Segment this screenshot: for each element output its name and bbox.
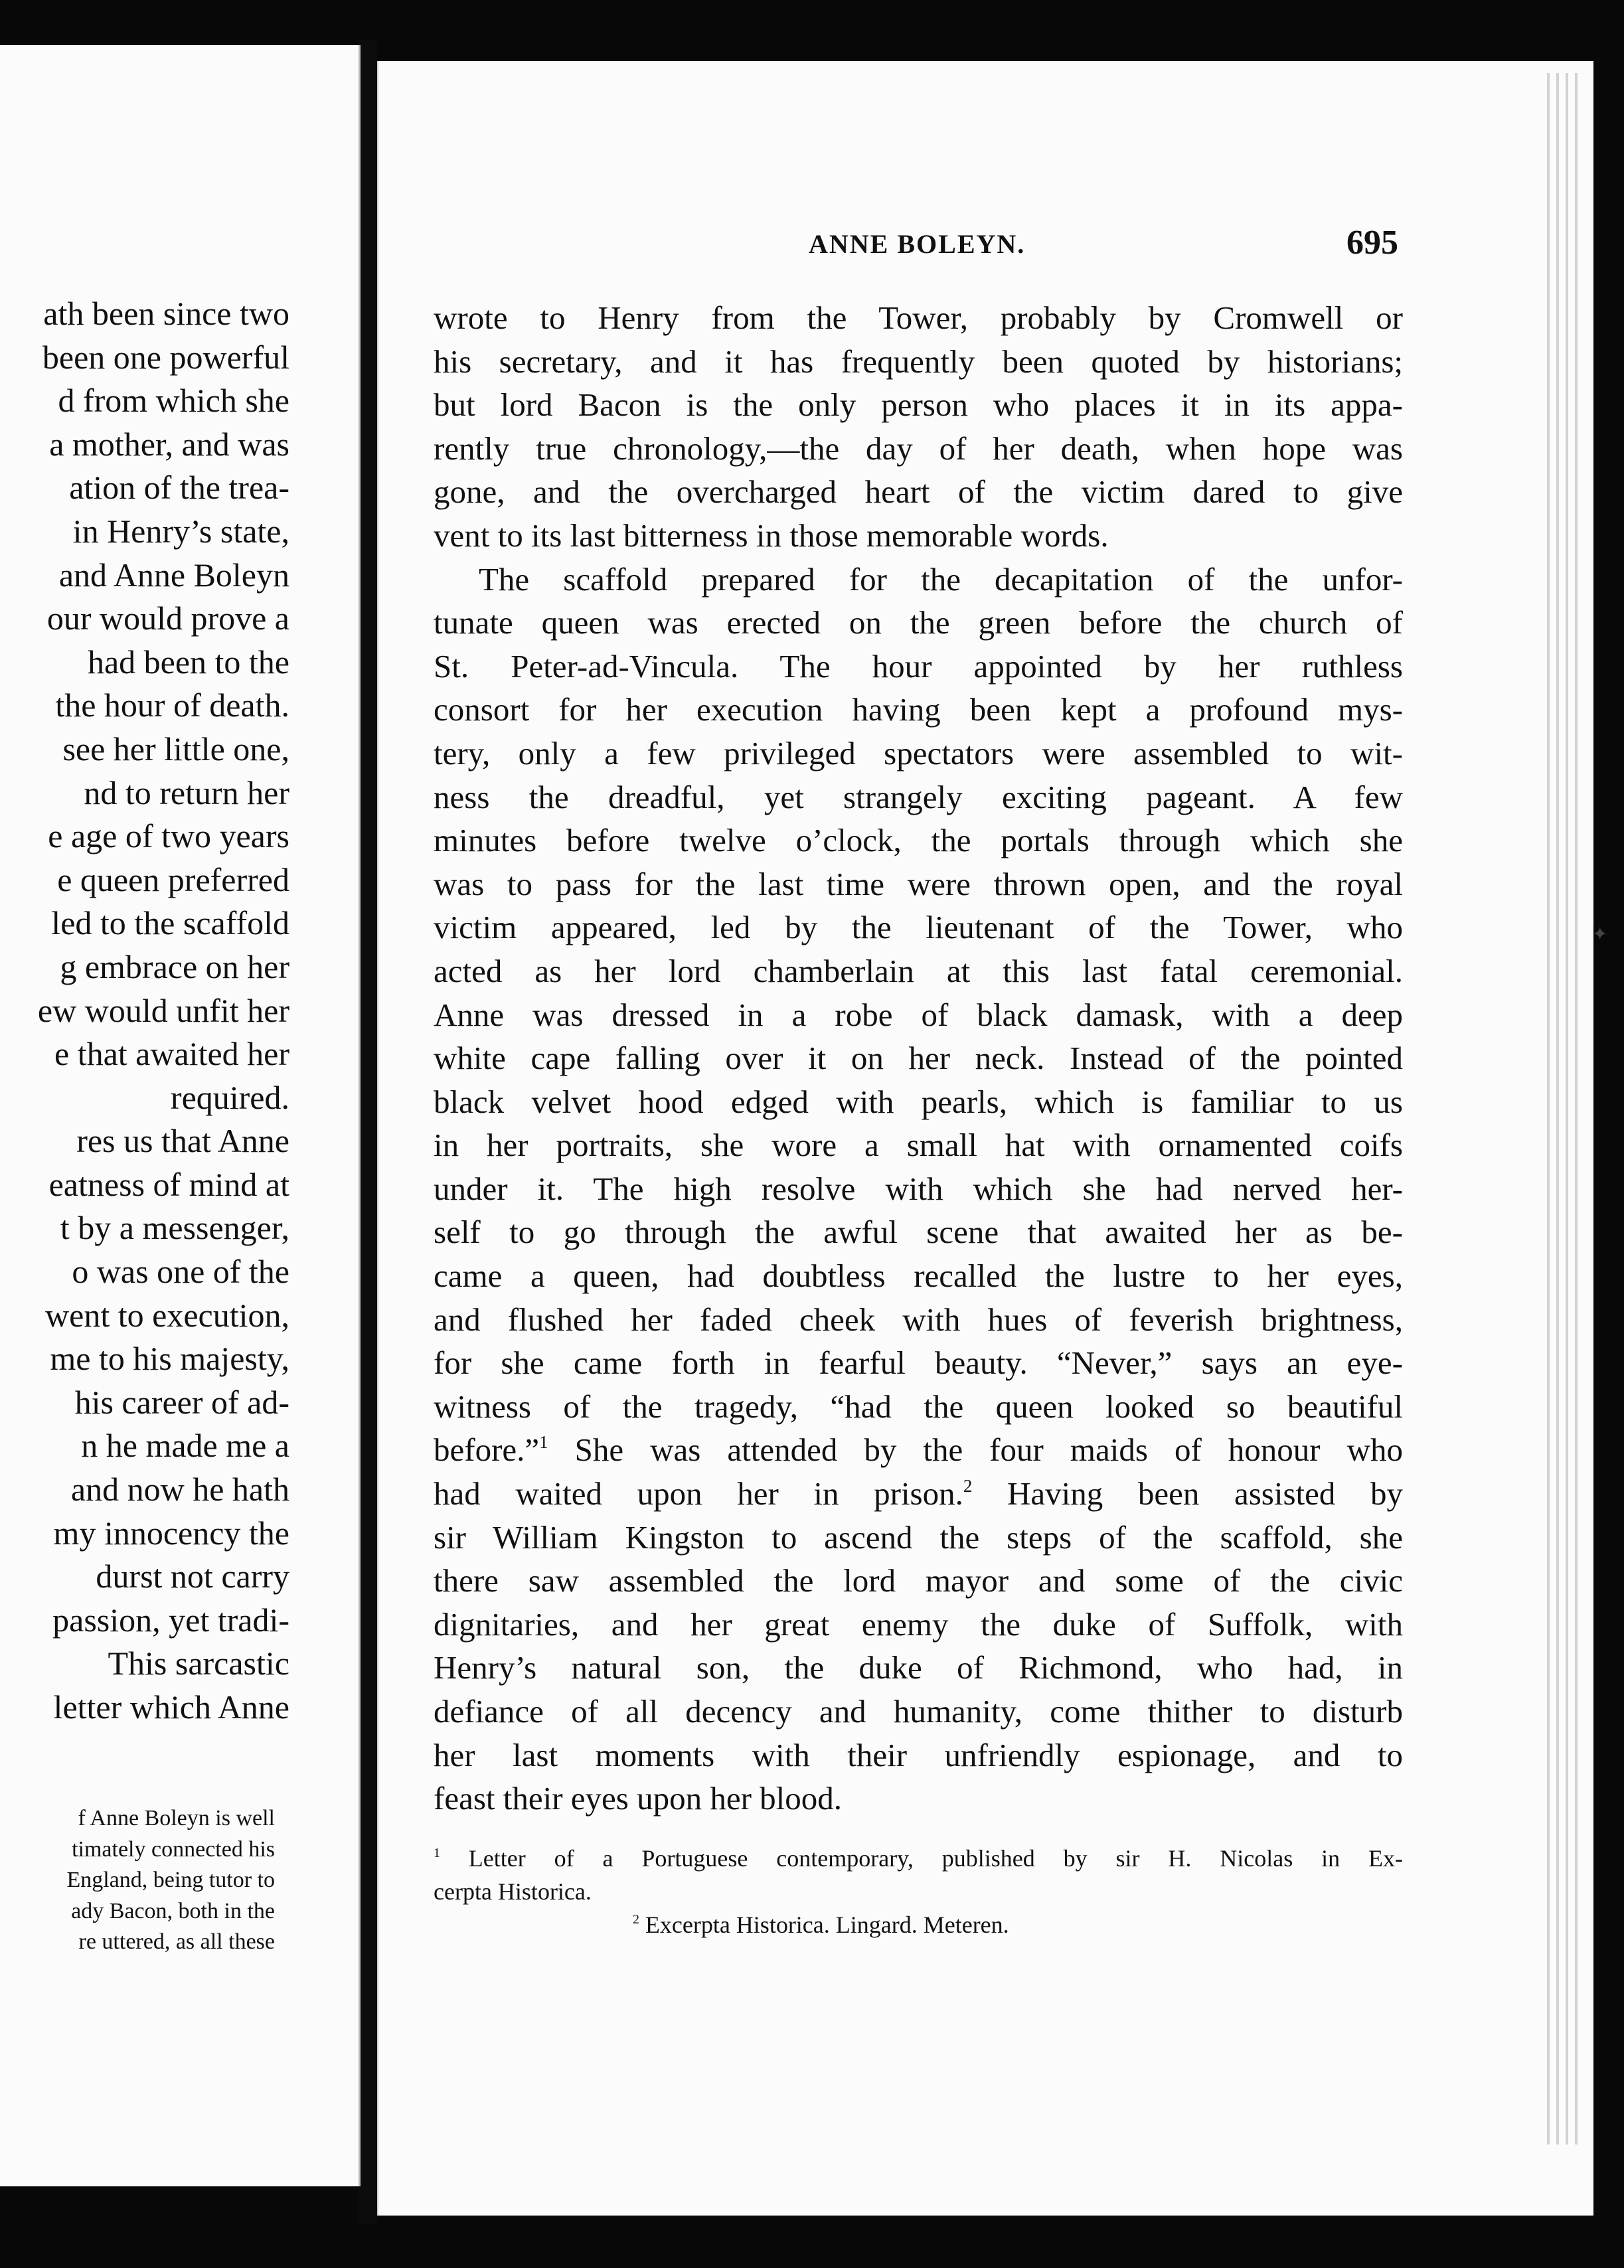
text-fragment: Having been assisted by: [1007, 1475, 1403, 1512]
scan-speck: ✦: [1592, 924, 1608, 945]
text-line: passion, yet tradi-: [52, 1601, 289, 1639]
text-line: self to go through the awful scene that awaited her as be-: [434, 1214, 1403, 1251]
left-page: [0, 45, 361, 2186]
footnote-line: England, being tutor to: [66, 1868, 275, 1892]
text-line: victim appeared, led by the lieutenant of the Tower, who: [434, 909, 1403, 946]
footnote-text: Letter of a Portuguese contemporary, published by sir H. Nicolas in Ex-: [468, 1845, 1404, 1872]
text-line: in Henry’s state,: [72, 512, 289, 550]
footnote-line: f Anne Boleyn is well: [78, 1806, 275, 1830]
page-edge: [1566, 73, 1568, 2145]
text-line: under it. The high resolve with which she had nerved her-: [434, 1170, 1403, 1207]
text-line: ness the dreadful, yet strangely exciting pageant. A few: [434, 778, 1403, 815]
text-line: res us that Anne: [76, 1122, 289, 1160]
text-line: eatness of mind at: [48, 1165, 289, 1203]
text-line: d from which she: [58, 382, 289, 420]
text-line: been one powerful: [42, 338, 289, 376]
text-line: t by a messenger,: [60, 1209, 289, 1247]
text-line: rently true chronology,—the day of her death, when hope was: [434, 430, 1403, 467]
page-edge: [1556, 73, 1559, 2145]
text-line: dignitaries, and her great enemy the duke of Suffolk, with: [434, 1605, 1403, 1643]
footnote-ref-1: 1: [539, 1432, 548, 1453]
footnotes: [434, 1842, 1403, 1941]
text-line: feast their eyes upon her blood.: [434, 1780, 843, 1817]
page-header: [378, 224, 1474, 268]
text-line: o was one of the: [72, 1253, 289, 1291]
text-line: [434, 1428, 1403, 1472]
text-line: ation of the trea-: [69, 469, 289, 507]
text-line: was to pass for the last time were thrown open, and the royal: [434, 865, 1403, 902]
text-line: required.: [170, 1078, 289, 1116]
text-line: his secretary, and it has frequently been quoted by historians;: [434, 343, 1403, 380]
text-line: Henry’s natural son, the duke of Richmond, who had, in: [434, 1649, 1403, 1686]
text-line: led to the scaffold: [51, 904, 289, 942]
text-line: and now he hath: [70, 1471, 289, 1508]
running-title: ANNE BOLEYN.: [809, 229, 1026, 259]
text-line: wrote to Henry from the Tower, probably by Cromwell or: [434, 299, 1403, 336]
left-page-body: [0, 292, 289, 1730]
text-line: went to execution,: [45, 1296, 289, 1334]
text-line: vent to its last bitterness in those memorable words.: [434, 517, 1109, 554]
text-line: e queen preferred: [57, 860, 289, 898]
text-line: tery, only a few privileged spectators were assembled to wit-: [434, 734, 1403, 771]
text-fragment: before.”: [434, 1431, 540, 1469]
text-line: letter which Anne: [53, 1688, 289, 1726]
text-line: came a queen, had doubtless recalled the lustre to her eyes,: [434, 1257, 1403, 1295]
footnote-marker: 1: [434, 1846, 440, 1861]
text-line: and Anne Boleyn: [58, 556, 289, 594]
page-edge: [1547, 73, 1550, 2145]
text-line: witness of the tragedy, “had the queen looked so beautiful: [434, 1388, 1403, 1425]
text-line: the hour of death.: [55, 687, 289, 724]
footnote-line: timately connected his: [72, 1836, 275, 1862]
text-line: n he made me a: [81, 1427, 289, 1465]
text-line: my innocency the: [53, 1514, 289, 1552]
footnote-text: Excerpta Historica. Lingard. Meteren.: [645, 1911, 1009, 1938]
text-line: minutes before twelve o’clock, the portals through which she: [434, 822, 1403, 859]
text-line: sir William Kingston to ascend the steps of the scaffold, she: [434, 1518, 1403, 1556]
text-line: me to his majesty,: [50, 1340, 289, 1378]
footnote-line: ady Bacon, both in the: [71, 1898, 275, 1923]
text-line: white cape falling over it on her neck. Instead of the pointed: [434, 1040, 1403, 1077]
text-line: gone, and the overcharged heart of the victim dared to give: [434, 473, 1403, 511]
text-line: e age of two years: [48, 817, 289, 855]
page-edge: [1575, 73, 1578, 2145]
text-line: acted as her lord chamberlain at this last fatal ceremonial.: [434, 952, 1403, 989]
text-line: a mother, and was: [49, 425, 289, 463]
book-gutter: [359, 40, 377, 2224]
text-line: tunate queen was erected on the green before the church of: [434, 604, 1403, 641]
text-line: black velvet hood edged with pearls, which is familiar to us: [434, 1083, 1403, 1120]
text-line: [434, 1472, 1403, 1516]
text-line: e that awaited her: [54, 1035, 289, 1073]
page-number: 695: [1346, 224, 1398, 262]
text-fragment: She was attended by the four maids of honour who: [574, 1431, 1403, 1469]
text-line: and flushed her faded cheek with hues of feverish brightness,: [434, 1301, 1403, 1338]
text-line: her last moments with their unfriendly espionage, and to: [434, 1736, 1403, 1773]
text-line: defiance of all decency and humanity, come thither to disturb: [434, 1693, 1403, 1730]
footnote-line: re uttered, as all these: [78, 1929, 275, 1954]
text-line: durst not carry: [96, 1558, 289, 1595]
text-line: had been to the: [87, 643, 289, 681]
text-line: for she came forth in fearful beauty. “Never,” says an eye-: [434, 1344, 1403, 1382]
text-line: ew would unfit her: [37, 991, 289, 1029]
text-line: in her portraits, she wore a small hat with ornamented coifs: [434, 1127, 1403, 1164]
footnote-2: [434, 1908, 1403, 1941]
text-line: consort for her execution having been kept a profound mys-: [434, 691, 1403, 728]
paragraph-start-line: The scaffold prepared for the decapitation of the unfor-: [479, 560, 1403, 598]
footnote-1: [434, 1842, 1403, 1875]
text-line: Anne was dressed in a robe of black damask, with a deep: [434, 996, 1403, 1033]
text-line: there saw assembled the lord mayor and some of the civic: [434, 1562, 1403, 1599]
right-page: [377, 61, 1593, 2216]
text-line: see her little one,: [62, 730, 289, 768]
text-line: g embrace on her: [60, 947, 289, 985]
text-line: our would prove a: [46, 600, 289, 637]
page-body: [434, 296, 1403, 1821]
text-fragment: had waited upon her in prison.: [434, 1475, 963, 1512]
footnote-ref-2: 2: [963, 1476, 973, 1497]
text-line: St. Peter-ad-Vincula. The hour appointed by her ruthless: [434, 647, 1403, 685]
text-line: nd to return her: [84, 773, 289, 811]
text-line: This sarcastic: [108, 1645, 289, 1682]
text-line: ath been since two: [43, 295, 289, 332]
text-line: but lord Bacon is the only person who places it in its appa-: [434, 386, 1403, 424]
footnote-marker: 2: [633, 1912, 639, 1927]
text-line: his career of ad-: [74, 1383, 289, 1421]
footnote-1-continued: cerpta Historica.: [434, 1878, 592, 1905]
left-page-footnotes: [0, 1803, 275, 1958]
